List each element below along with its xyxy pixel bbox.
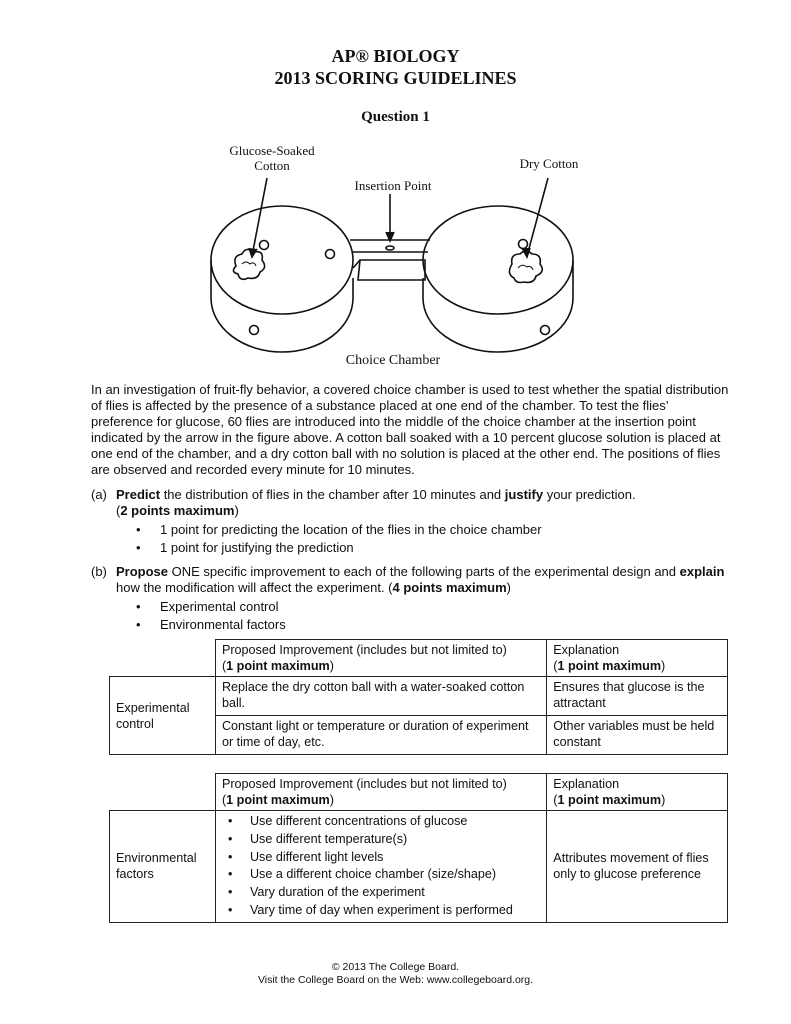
list-item: • Use different temperature(s) — [222, 831, 540, 849]
glucose-cotton-ball — [233, 249, 264, 279]
table-row — [110, 677, 728, 716]
part-b-prompt — [116, 564, 731, 596]
part-a-points-close: ) — [234, 503, 239, 518]
list-item: • Experimental control — [136, 598, 731, 616]
glucose-cotton-label-line-2: Cotton — [254, 158, 290, 173]
environmental-factors-table — [109, 773, 728, 923]
part-b-label: (b) — [91, 564, 107, 579]
part-b-points-close: ) — [506, 580, 511, 595]
part-a-prompt — [116, 487, 731, 519]
part-b-text-1: ONE specific improvement to each of the following parts of the experimental design and — [168, 564, 680, 579]
list-item: • Use a different choice chamber (size/shape) — [222, 866, 540, 884]
table-row — [110, 811, 728, 923]
table-row — [110, 640, 728, 677]
table-row — [110, 774, 728, 811]
glucose-cotton-label-line-1: Glucose-Soaked — [229, 143, 315, 158]
part-b — [91, 564, 731, 634]
part-a — [91, 487, 731, 557]
figure-caption: Choice Chamber — [345, 353, 441, 368]
table-header-explanation: Explanation (1 point maximum) — [547, 640, 728, 677]
list-item: • Use different concentrations of glucose — [222, 813, 540, 831]
part-b-points: 4 points maximum — [392, 580, 507, 595]
list-item: • 1 point for justifying the prediction — [136, 539, 731, 557]
part-a-label: (a) — [91, 487, 107, 502]
list-item: • Use different light levels — [222, 849, 540, 867]
improvement-list — [222, 813, 540, 920]
table-cell: Replace the dry cotton ball with a water-soaked cotton ball. — [215, 677, 546, 716]
row-label-environmental-factors: Environmental factors — [110, 811, 216, 923]
glucose-arrow — [249, 178, 267, 257]
intro-paragraph: In an investigation of fruit-fly behavior, a covered choice chamber is used to test whether the spatial distribution of flies is affected by the presence of a substance placed at one end of the chamber. To test the flies’ preference for glucose, 60 flies are introduced into the middle of the choice chamber at the insertion point indicated by the arrow in the figure above. A cotton ball soaked with a 10 percent glucose solution is placed at one end of the chamber, and a dry cotton ball with no solution is placed at the other end. The positions of flies are observed and recorded every minute for 10 minutes. — [91, 382, 729, 477]
page-title-line-1: AP® BIOLOGY — [331, 46, 460, 66]
part-a-bullets — [91, 521, 731, 557]
footer-copyright: © 2013 The College Board. — [331, 961, 460, 973]
part-a-points: 2 points maximum — [120, 503, 235, 518]
part-a-text-1: the distribution of flies in the chamber after 10 minutes and — [160, 487, 505, 502]
choice-chamber-figure — [200, 138, 590, 370]
question-heading: Question 1 — [361, 109, 430, 125]
part-b-bullets — [91, 598, 731, 634]
table-header-explanation: Explanation (1 point maximum) — [547, 774, 728, 811]
list-item: • Vary duration of the experiment — [222, 884, 540, 902]
table-cell: Attributes movement of flies only to glucose preference — [547, 811, 728, 923]
table-cell: Ensures that glucose is the attractant — [547, 677, 728, 716]
list-item: • 1 point for predicting the location of the flies in the choice chamber — [136, 521, 731, 539]
dry-cotton-label: Dry Cotton — [519, 156, 579, 171]
left-chamber-shape — [211, 206, 353, 352]
right-chamber-shape — [423, 206, 573, 352]
page-title-line-2: 2013 SCORING GUIDELINES — [274, 68, 517, 88]
footer-website: Visit the College Board on the Web: www.collegeboard.org. — [257, 974, 534, 986]
insertion-point-label: Insertion Point — [354, 178, 432, 193]
table-header-improvement: Proposed Improvement (includes but not limited to) (1 point maximum) — [215, 774, 546, 811]
table-cell: Other variables must be held constant — [547, 716, 728, 755]
experimental-control-table — [109, 639, 728, 755]
row-label-experimental-control: Experimental control — [110, 677, 216, 755]
insertion-arrow — [386, 194, 394, 241]
footer — [0, 961, 791, 987]
part-b-keyword-explain: explain — [679, 564, 725, 579]
part-b-text-2: how the modification will affect the experiment. ( — [116, 580, 393, 595]
part-a-keyword-predict: Predict — [116, 487, 161, 502]
air-holes — [250, 240, 550, 335]
table-header-improvement: Proposed Improvement (includes but not limited to) (1 point maximum) — [215, 640, 546, 677]
part-a-keyword-justify: justify — [504, 487, 544, 502]
table-cell — [215, 811, 546, 923]
list-item: • Environmental factors — [136, 616, 731, 634]
table-cell: Constant light or temperature or duration of experiment or time of day, etc. — [215, 716, 546, 755]
part-a-text-2: your prediction. — [543, 487, 636, 502]
list-item: • Vary time of day when experiment is performed — [222, 902, 540, 920]
part-a-points-open: ( — [116, 503, 121, 518]
part-b-keyword-propose: Propose — [116, 564, 169, 579]
